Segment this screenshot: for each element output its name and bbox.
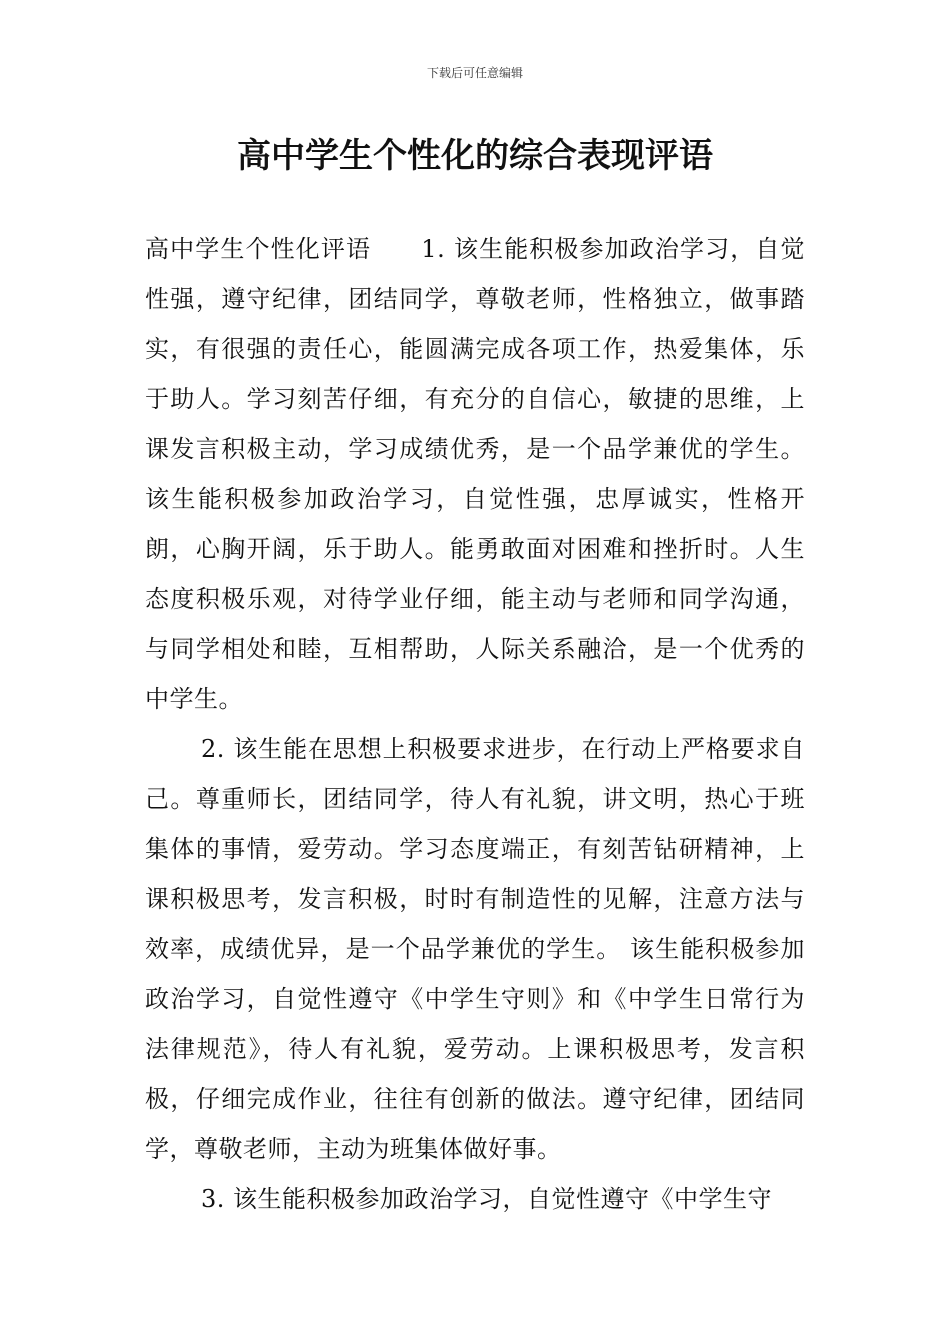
document-body: [145, 224, 805, 1224]
paragraph-2: 2. 该生能在思想上积极要求进步，在行动上严格要求自己。尊重师长，团结同学，待人有礼貌，讲文明，热心于班集体的事情，爱劳动。学习态度端正，有刻苦钻研精神，上课积极思考，发言积极，时时有制造性的见解，注意方法与效率，成绩优异，是一个品学兼优的学生。 该生能积极参加政治学习，自觉性遵守《中学生守则》和《中学生日常行为法律规范》，待人有礼貌，爱劳动。上课积极思考，发言积极，仔细完成作业，往往有创新的做法。遵守纪律，团结同学，尊敬老师，主动为班集体做好事。: [145, 735, 805, 1163]
header-note: 下载后可任意编辑: [426, 66, 523, 80]
paragraph-3: 3. 该生能积极参加政治学习，自觉性遵守《中学生守: [201, 1185, 773, 1213]
paragraph-1: 高中学生个性化评语 1. 该生能积极参加政治学习，自觉性强，遵守纪律，团结同学，尊敬老师，性格独立，做事踏实，有很强的责任心，能圆满完成各项工作，热爱集体，乐于助人。学习刻苦仔细，有充分的自信心，敏捷的思维，上课发言积极主动，学习成绩优秀，是一个品学兼优的学生。 该生能积极参加政治学习，自觉性强，忠厚诚实，性格开朗，心胸开阔，乐于助人。能勇敢面对困难和挫折时。人生态度积极乐观，对待学业仔细，能主动与老师和同学沟通，与同学相处和睦，互相帮助，人际关系融洽，是一个优秀的中学生。: [145, 235, 805, 713]
document-title: 高中学生个性化的综合表现评语: [237, 136, 713, 176]
